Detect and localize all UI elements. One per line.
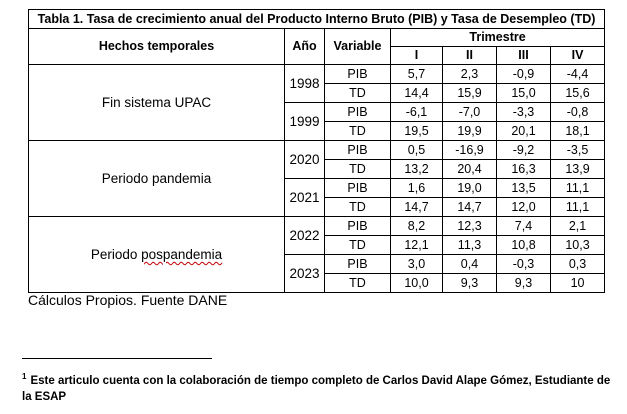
header-quarter-i: I (391, 47, 443, 65)
value-cell: -7,0 (443, 103, 497, 122)
value-cell: 13,5 (497, 179, 551, 198)
value-cell: 8,2 (391, 217, 443, 236)
value-cell: 16,3 (497, 160, 551, 179)
footnote-mark: 1 (22, 372, 27, 381)
source-note: Cálculos Propios. Fuente DANE (28, 292, 228, 308)
variable-cell: PIB (325, 179, 391, 198)
footnote (22, 369, 612, 405)
value-cell: 0,4 (443, 255, 497, 274)
event-label: Fin sistema UPAC (29, 65, 285, 141)
event-label: Periodo pandemia (29, 141, 285, 217)
footnote-separator (22, 358, 212, 359)
table-row (29, 141, 605, 160)
header-variable: Variable (325, 29, 391, 65)
value-cell: 0,3 (551, 255, 605, 274)
value-cell: -0,9 (497, 65, 551, 84)
value-cell: 11,3 (443, 236, 497, 255)
value-cell: 0,5 (391, 141, 443, 160)
value-cell: 10,0 (391, 274, 443, 293)
value-cell: 13,9 (551, 160, 605, 179)
value-cell: 14,7 (391, 198, 443, 217)
value-cell: -9,2 (497, 141, 551, 160)
variable-cell: PIB (325, 255, 391, 274)
value-cell: 1,6 (391, 179, 443, 198)
header-quarter-iv: IV (551, 47, 605, 65)
value-cell: 7,4 (497, 217, 551, 236)
header-quarter-iii: III (497, 47, 551, 65)
value-cell: 5,7 (391, 65, 443, 84)
value-cell: -3,3 (497, 103, 551, 122)
value-cell: 15,6 (551, 84, 605, 103)
value-cell: 2,1 (551, 217, 605, 236)
header-trimestre: Trimestre (391, 29, 605, 47)
value-cell: 9,3 (497, 274, 551, 293)
value-cell: -0,8 (551, 103, 605, 122)
value-cell: 12,3 (443, 217, 497, 236)
value-cell: -16,9 (443, 141, 497, 160)
header-anio: Año (285, 29, 325, 65)
event-label (29, 217, 285, 293)
value-cell: 10,8 (497, 236, 551, 255)
variable-cell: TD (325, 274, 391, 293)
variable-cell: PIB (325, 103, 391, 122)
value-cell: -0,3 (497, 255, 551, 274)
value-cell: 10,3 (551, 236, 605, 255)
value-cell: 14,4 (391, 84, 443, 103)
year-cell: 2020 (285, 141, 325, 179)
variable-cell: TD (325, 236, 391, 255)
table-row (29, 217, 605, 236)
value-cell: 14,7 (443, 198, 497, 217)
value-cell: 12,1 (391, 236, 443, 255)
variable-cell: PIB (325, 217, 391, 236)
footnote-text: Este articulo cuenta con la colaboración de tiempo completo de Carlos David Alape Gómez, Estudiante de la ESAP (22, 374, 611, 403)
table-row (29, 65, 605, 84)
value-cell: 11,1 (551, 179, 605, 198)
year-cell: 2023 (285, 255, 325, 293)
value-cell: 19,9 (443, 122, 497, 141)
variable-cell: TD (325, 122, 391, 141)
event-label-part-spellcheck: pospandemia (141, 247, 223, 262)
year-cell: 1999 (285, 103, 325, 141)
value-cell: 2,3 (443, 65, 497, 84)
value-cell: 20,1 (497, 122, 551, 141)
variable-cell: PIB (325, 141, 391, 160)
table-body (29, 65, 605, 293)
variable-cell: TD (325, 84, 391, 103)
value-cell: -4,4 (551, 65, 605, 84)
value-cell: 3,0 (391, 255, 443, 274)
value-cell: 13,2 (391, 160, 443, 179)
table-caption: Tabla 1. Tasa de crecimiento anual del Producto Interno Bruto (PIB) y Tasa de Desempleo (TD) (29, 10, 605, 29)
value-cell: 20,4 (443, 160, 497, 179)
value-cell: -3,5 (551, 141, 605, 160)
variable-cell: TD (325, 160, 391, 179)
header-quarter-ii: II (443, 47, 497, 65)
value-cell: 11,1 (551, 198, 605, 217)
variable-cell: PIB (325, 65, 391, 84)
variable-cell: TD (325, 198, 391, 217)
value-cell: -6,1 (391, 103, 443, 122)
value-cell: 19,5 (391, 122, 443, 141)
value-cell: 15,0 (497, 84, 551, 103)
event-label-part: Periodo (90, 247, 142, 262)
year-cell: 2021 (285, 179, 325, 217)
year-cell: 1998 (285, 65, 325, 103)
header-hechos: Hechos temporales (29, 29, 285, 65)
value-cell: 9,3 (443, 274, 497, 293)
year-cell: 2022 (285, 217, 325, 255)
value-cell: 19,0 (443, 179, 497, 198)
growth-unemployment-table (28, 9, 605, 293)
value-cell: 18,1 (551, 122, 605, 141)
value-cell: 12,0 (497, 198, 551, 217)
value-cell: 10 (551, 274, 605, 293)
value-cell: 15,9 (443, 84, 497, 103)
